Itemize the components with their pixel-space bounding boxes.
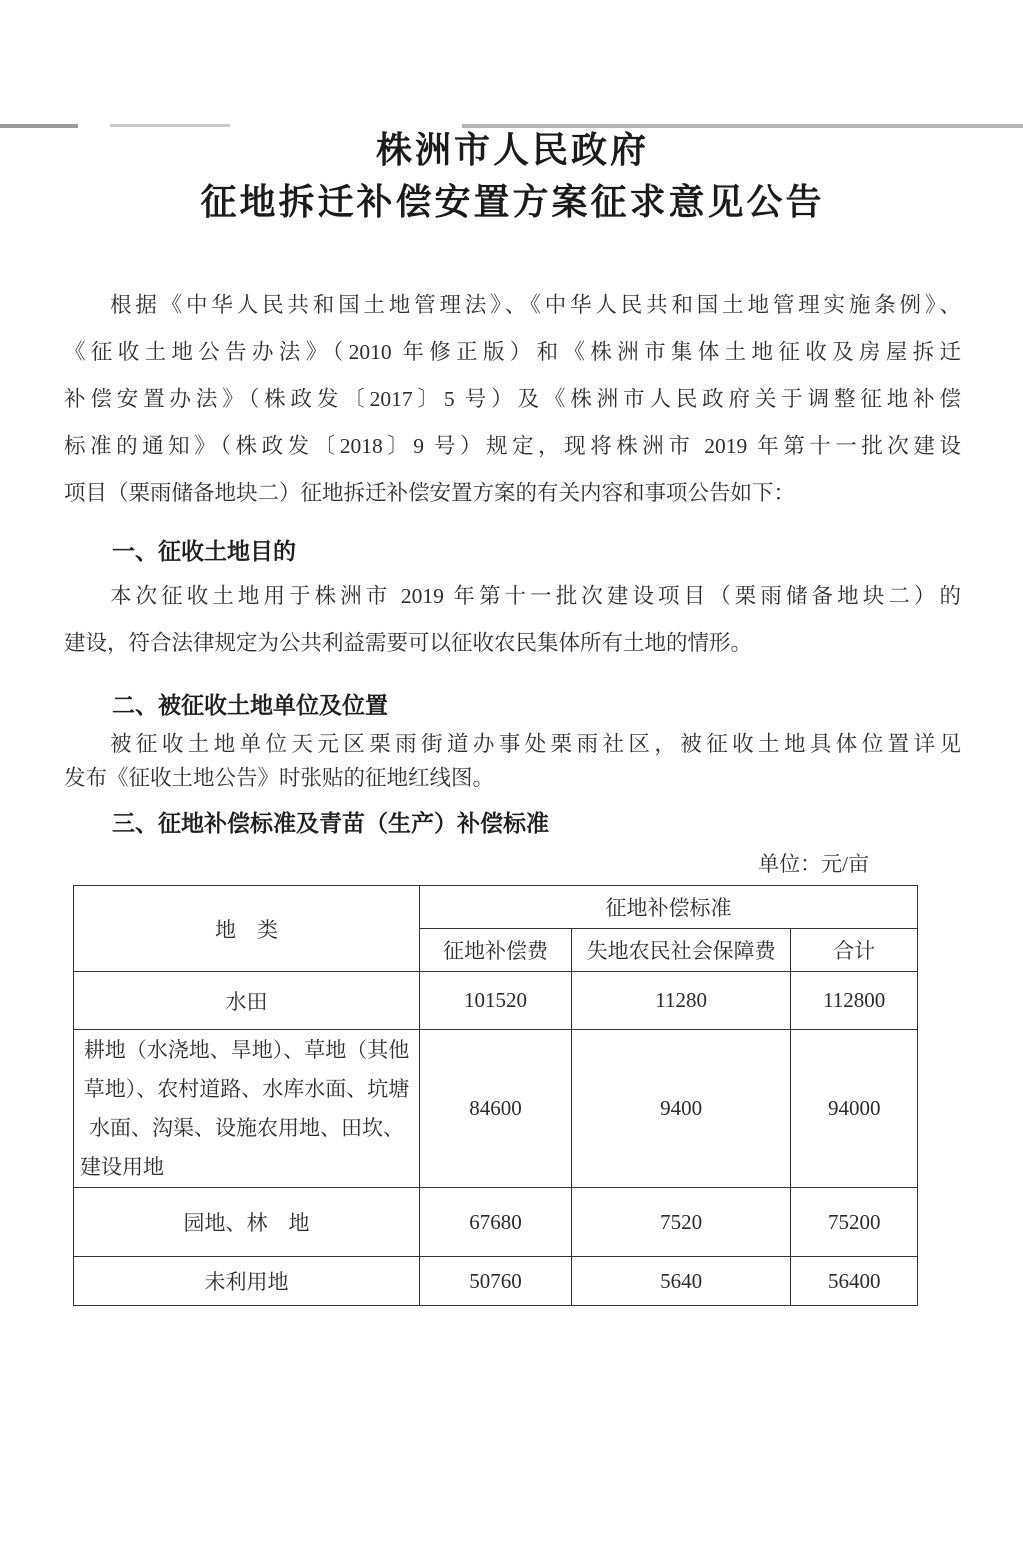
cell-land-type: 未利用地 bbox=[74, 1257, 420, 1306]
section1-line-2: 建设，符合法律规定为公共利益需要可以征收农民集体所有土地的情形。 bbox=[64, 631, 753, 655]
section2-body bbox=[64, 727, 961, 795]
title-line-1: 株洲市人民政府 bbox=[375, 130, 649, 170]
document-page bbox=[0, 124, 1023, 1306]
cell-land-type: 园地、林 地 bbox=[74, 1188, 420, 1257]
title-line-2: 征地拆迁补偿安置方案征求意见公告 bbox=[200, 182, 825, 222]
cell-total: 75200 bbox=[791, 1188, 918, 1257]
cell-compensation: 67680 bbox=[420, 1188, 572, 1257]
compensation-table bbox=[73, 885, 918, 1306]
intro-line-2: 《征收土地公告办法》（2010 年修正版）和《株洲市集体土地征收及房屋拆迁 bbox=[64, 340, 961, 364]
cell-total: 112800 bbox=[791, 972, 918, 1030]
table-row bbox=[74, 972, 918, 1030]
scan-artifact-top-right bbox=[462, 124, 1023, 128]
header-compensation-fee: 征地补偿费 bbox=[420, 929, 572, 972]
header-social-security-fee: 失地农民社会保障费 bbox=[571, 929, 790, 972]
table-header-row-1 bbox=[74, 886, 918, 929]
cell-land-type: 耕地（水浇地、旱地）、草地（其他草地）、农村道路、水库水面、坑塘水面、沟渠、设施农用地、田坎、建设用地 bbox=[74, 1030, 420, 1188]
section3-heading: 三、征地补偿标准及青苗（生产）补偿标准 bbox=[112, 810, 549, 836]
section1-body bbox=[64, 573, 961, 667]
section2-line-1: 被征收土地单位天元区栗雨街道办事处栗雨社区，被征收土地具体位置详见 bbox=[110, 732, 961, 756]
header-total: 合计 bbox=[791, 929, 918, 972]
cell-total: 94000 bbox=[791, 1030, 918, 1188]
cell-land-type: 水田 bbox=[74, 972, 420, 1030]
cell-compensation: 84600 bbox=[420, 1030, 572, 1188]
table-row bbox=[74, 1188, 918, 1257]
intro-line-1: 根据《中华人民共和国土地管理法》、《中华人民共和国土地管理实施条例》、 bbox=[110, 293, 961, 317]
cell-social-security: 7520 bbox=[571, 1188, 790, 1257]
scan-artifact-top-mid bbox=[110, 124, 230, 127]
scan-artifact-top-left bbox=[0, 124, 78, 128]
intro-line-3: 补偿安置办法》（株政发〔2017〕5 号）及《株洲市人民政府关于调整征地补偿 bbox=[64, 387, 961, 411]
intro-paragraph bbox=[64, 282, 961, 517]
cell-compensation: 50760 bbox=[420, 1257, 572, 1306]
header-land-type: 地 类 bbox=[74, 886, 420, 972]
intro-line-4: 标准的通知》（株政发〔2018〕9 号）规定，现将株洲市 2019 年第十一批次建设 bbox=[64, 434, 961, 458]
cell-social-security: 11280 bbox=[571, 972, 790, 1030]
table-row bbox=[74, 1257, 918, 1306]
unit-note: 单位：元/亩 bbox=[758, 852, 869, 876]
cell-compensation: 101520 bbox=[420, 972, 572, 1030]
header-standard-group: 征地补偿标准 bbox=[420, 886, 918, 929]
intro-line-5: 项目（栗雨储备地块二）征地拆迁补偿安置方案的有关内容和事项公告如下： bbox=[64, 481, 796, 505]
section1-line-1: 本次征收土地用于株洲市 2019 年第十一批次建设项目（栗雨储备地块二）的 bbox=[110, 584, 961, 608]
cell-social-security: 5640 bbox=[571, 1257, 790, 1306]
section1-heading: 一、征收土地目的 bbox=[112, 538, 296, 564]
section2-heading: 二、被征收土地单位及位置 bbox=[112, 692, 388, 718]
cell-total: 56400 bbox=[791, 1257, 918, 1306]
section2-line-2: 发布《征收土地公告》时张贴的征地红线图。 bbox=[64, 766, 495, 790]
cell-social-security: 9400 bbox=[571, 1030, 790, 1188]
table-row bbox=[74, 1030, 918, 1188]
document-title bbox=[64, 124, 961, 228]
